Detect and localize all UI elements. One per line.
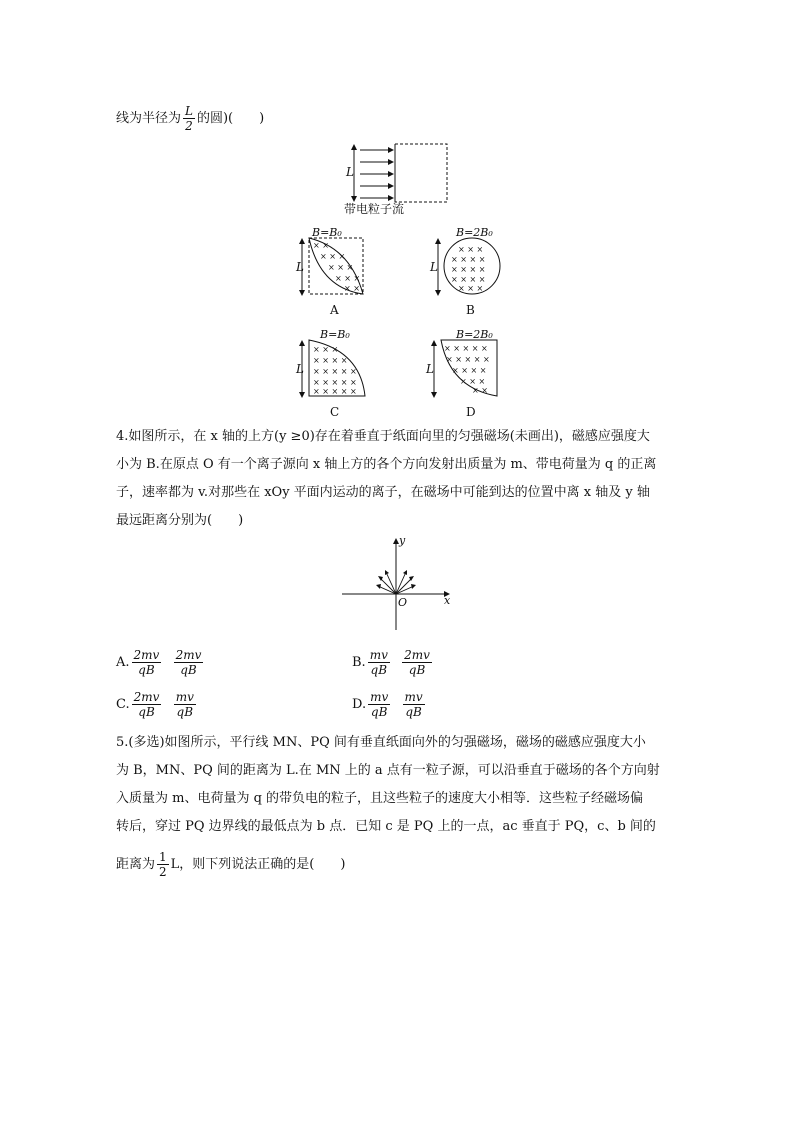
q4-option-c[interactable]: C. $\frac{2mv}{qB}$ $\frac{mv}{qB}$: [116, 690, 194, 719]
panel-b: [429, 226, 500, 317]
svg-text:L: L: [296, 260, 304, 274]
panel-a-field: B=B₀: [312, 226, 342, 239]
svg-text:× × ×: × × ×: [320, 252, 346, 261]
panel-a: [295, 226, 363, 317]
svg-text:× × × ×: × × × ×: [313, 356, 348, 365]
svg-text:× × ×: × × ×: [335, 274, 361, 283]
svg-text:× × ×: × × ×: [458, 284, 484, 293]
q4-line-4: 最远距离分别为( ): [116, 513, 244, 528]
panel-c: [295, 328, 365, 419]
svg-text:L: L: [296, 362, 304, 376]
q5-line-2: 为 B，MN、PQ 间的距离为 L.在 MN 上的 a 点有一粒子源，可以沿垂直于磁场的各个方向射: [116, 763, 660, 778]
q4-line-2: 小为 B.在原点 O 有一个离子源向 x 轴上方的各个方向发射出质量为 m、带电荷量为 q 的正离: [116, 457, 657, 472]
q4-line-1: 4.如图所示，在 x 轴的上方(y ≥0)存在着垂直于纸面向里的匀强磁场(未画出)，磁感应强度大: [116, 429, 650, 444]
panel-b-field: B=2B₀: [456, 226, 493, 239]
q3-figure: [280, 138, 520, 426]
q4-option-d[interactable]: D. $\frac{mv}{qB}$ $\frac{mv}{qB}$: [352, 690, 423, 719]
panel-c-field: B=B₀: [320, 328, 350, 341]
svg-text:× × × × ×: × × × × ×: [313, 367, 357, 376]
ion-source-arrows: [376, 568, 416, 594]
q4-option-b[interactable]: B. $\frac{mv}{qB}$ $\frac{2mv}{qB}$: [352, 648, 430, 677]
x-axis-label: x: [444, 594, 451, 607]
q5-line-1: 5.(多选)如图所示，平行线 MN、PQ 间有垂直纸面向外的匀强磁场，磁场的磁感应强度大小: [116, 735, 646, 750]
panel-d-field: B=2B₀: [456, 328, 493, 341]
svg-text:× × ×: × × ×: [328, 263, 354, 272]
q3-tail-pre: 线为半径为: [116, 111, 182, 126]
q4-option-a[interactable]: A. $\frac{2mv}{qB}$ $\frac{2mv}{qB}$: [116, 648, 202, 677]
q3-tail-fraction: $\frac{L}{2}$: [185, 104, 193, 133]
svg-text:× × ×: × × ×: [458, 245, 484, 254]
q5-line-5: 距离为 $\frac{1}{2}$ L，则下列说法正确的是( ): [116, 850, 346, 879]
svg-text:× × ×: × × ×: [313, 345, 339, 354]
svg-text:× × × ×: × × × ×: [451, 265, 486, 274]
q3-tail-post: 的圆)( ): [196, 111, 265, 126]
svg-text:L: L: [430, 260, 438, 274]
svg-text:× × × ×: × × × ×: [451, 255, 486, 264]
stream-L-label: L: [346, 165, 354, 179]
stream-label: 带电粒子流: [344, 202, 405, 216]
svg-text:× × × ×: × × × ×: [451, 275, 486, 284]
svg-text:× ×: × ×: [313, 241, 329, 250]
particle-stream-diagram: [344, 144, 447, 216]
svg-text:× × ×: × × ×: [460, 377, 486, 386]
svg-text:× ×: × ×: [344, 284, 360, 293]
y-axis-label: y: [399, 534, 406, 547]
q5-line-3: 入质量为 m、电荷量为 q 的带负电的粒子，且这些粒子的速度大小相等．这些粒子经磁场偏: [116, 791, 644, 806]
svg-text:× × × × ×: × × × × ×: [446, 355, 490, 364]
q5-fraction: $\frac{1}{2}$: [159, 850, 167, 879]
svg-text:× × × ×: × × × ×: [452, 366, 487, 375]
svg-text:× × × × ×: × × × × ×: [313, 378, 357, 387]
q3-tail-line: [116, 104, 264, 133]
panel-d: [425, 328, 497, 419]
panel-a-letter: A: [330, 303, 339, 317]
svg-text:L: L: [426, 362, 434, 376]
q5-line-4: 转后，穿过 PQ 边界线的最低点为 b 点．已知 c 是 PQ 上的一点，ac 垂直于 PQ，c、b 间的: [116, 819, 656, 834]
svg-text:× × × × ×: × × × × ×: [313, 387, 357, 396]
panel-d-letter: D: [466, 405, 476, 419]
q4-line-3: 子，速率都为 v.对那些在 xOy 平面内运动的离子，在磁场中可能到达的位置中离 x 轴及 y 轴: [116, 485, 650, 500]
svg-text:× × × × ×: × × × × ×: [444, 344, 488, 353]
q4-axes-figure: [338, 534, 462, 634]
panel-c-letter: C: [330, 405, 340, 419]
origin-label: O: [398, 596, 408, 609]
panel-b-letter: B: [466, 303, 475, 317]
svg-text:× ×: × ×: [472, 386, 488, 395]
